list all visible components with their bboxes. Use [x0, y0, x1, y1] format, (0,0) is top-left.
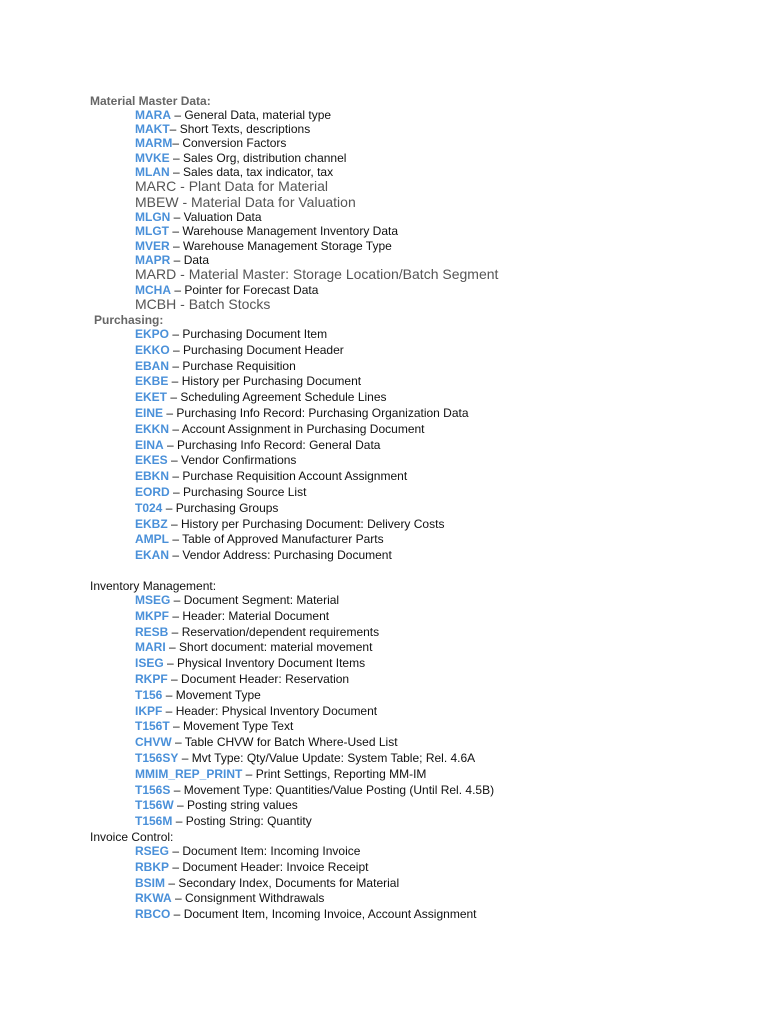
table-entry-iseg [135, 656, 768, 672]
separator: – [167, 453, 182, 468]
table-code: T156SY [135, 750, 179, 765]
table-description: Purchasing Info Record: General Data [177, 437, 381, 452]
separator: – [170, 593, 184, 607]
table-entry-ekko [135, 343, 768, 359]
section-material-master [0, 94, 768, 312]
table-description: Valuation Data [183, 210, 262, 225]
table-entry-mara [135, 108, 768, 122]
table-description: Sales Org, distribution channel [183, 150, 347, 165]
table-code: EINE [135, 405, 164, 420]
table-code: EBAN [135, 358, 170, 373]
table-code: MCBH [135, 295, 177, 312]
table-description: Header: Material Document [182, 608, 330, 623]
section-inventory-management [0, 579, 768, 830]
table-code: EKKO [135, 342, 170, 357]
table-code: MBEW [135, 193, 179, 210]
table-description: Purchasing Groups [175, 500, 279, 515]
table-entry-mari [135, 640, 768, 656]
table-code: MARI [135, 640, 166, 655]
table-code: EKET [135, 390, 168, 405]
table-entry-ekbz [135, 517, 768, 533]
table-description: Document Header: Invoice Receipt [182, 859, 369, 874]
table-code: T156S [135, 782, 171, 797]
table-code: EKAN [135, 548, 170, 563]
table-code: RSEG [135, 844, 170, 858]
table-entry-eina [135, 438, 768, 454]
table-description: Plant Data for Material [188, 178, 328, 195]
table-entry-t156s [135, 783, 768, 799]
table-code: MAPR [135, 252, 171, 267]
separator: – [169, 859, 183, 874]
table-entry-rkwa [135, 891, 768, 907]
table-description: Short Texts, descriptions [179, 122, 311, 137]
separator: – [168, 374, 182, 389]
table-code: MVKE [135, 150, 170, 165]
table-entry-ikpf [135, 704, 768, 720]
table-entry-t156t [135, 719, 768, 735]
table-description: History per Purchasing Document: Delivery Costs [181, 516, 445, 531]
table-description: Document Segment: Material [183, 593, 340, 607]
table-description: Header: Physical Inventory Document [175, 703, 378, 718]
table-description: Document Header: Reservation [181, 671, 350, 686]
separator: – [172, 814, 186, 829]
separator: – [169, 469, 183, 484]
table-entry-rseg [135, 844, 768, 860]
separator: – [171, 735, 185, 750]
separator: – [171, 108, 185, 122]
table-entry-makt [135, 122, 768, 136]
table-description: Print Settings, Reporting MM-IM [255, 766, 427, 781]
table-description: Data [183, 252, 210, 267]
table-entry-ekpo [135, 327, 768, 343]
table-entry-t156w [135, 798, 768, 814]
separator: – [170, 210, 184, 225]
table-code: MKPF [135, 608, 169, 623]
separator: - [176, 295, 189, 312]
table-code: MVER [135, 238, 170, 253]
section-items [0, 108, 768, 312]
table-code: RBKP [135, 859, 170, 874]
table-entry-eord [135, 485, 768, 501]
table-entry-marm [135, 136, 768, 150]
section-heading: Inventory Management: [90, 579, 217, 593]
table-entry-t024 [135, 501, 768, 517]
separator: – [162, 687, 176, 702]
table-code: MARM [135, 136, 173, 151]
table-code: RBCO [135, 907, 171, 922]
table-description: Movement Type Text [183, 719, 294, 734]
table-description: Document Item, Incoming Invoice, Account Assignment [183, 907, 477, 922]
table-entry-resb [135, 625, 768, 641]
table-code: RKPF [135, 671, 168, 686]
separator: – [163, 656, 178, 671]
table-description: Mvt Type: Qty/Value Update: System Table; Rel. 4.6A [191, 750, 476, 765]
separator: – [169, 238, 184, 253]
table-description: Vendor Confirmations [181, 453, 297, 468]
table-description: Purchasing Source List [183, 484, 307, 499]
separator: - [176, 266, 189, 283]
table-description: Posting string values [187, 798, 298, 813]
table-entry-eban [135, 359, 768, 375]
table-entry-mard [135, 267, 768, 283]
table-description: Warehouse Management Storage Type [183, 238, 392, 253]
separator: – [178, 750, 192, 765]
table-description: General Data, material type [184, 108, 332, 122]
table-description: Document Item: Incoming Invoice [182, 844, 361, 858]
separator: – [163, 437, 178, 452]
section-items [0, 593, 768, 830]
separator: – [169, 548, 183, 563]
separator: – [170, 252, 184, 267]
separator: – [167, 390, 181, 405]
table-code: MARD [135, 266, 177, 283]
section-heading: Invoice Control: [90, 830, 174, 844]
table-code: BSIM [135, 875, 165, 890]
table-code: ISEG [135, 656, 164, 671]
table-description: Account Assignment in Purchasing Document [181, 421, 425, 436]
table-code: MMIM_REP_PRINT [135, 766, 243, 781]
separator: – [242, 766, 256, 781]
separator: – [169, 844, 183, 858]
table-entry-t156 [135, 688, 768, 704]
table-description: Scheduling Agreement Schedule Lines [180, 390, 387, 405]
table-description: Warehouse Management Inventory Data [182, 224, 399, 239]
table-description: Sales data, tax indicator, tax [183, 164, 334, 179]
table-description: Material Data for Valuation [191, 193, 356, 210]
table-entry-mlgn [135, 210, 768, 224]
table-entry-ebkn [135, 469, 768, 485]
separator: – [171, 891, 186, 906]
table-entry-mlgt [135, 224, 768, 238]
table-code: IKPF [135, 703, 163, 718]
separator: – [173, 798, 188, 813]
table-description: Short document: material movement [179, 640, 373, 655]
table-description: Physical Inventory Document Items [177, 656, 366, 671]
table-code: RKWA [135, 891, 172, 906]
table-entry-mlan [135, 165, 768, 179]
table-code: MLGT [135, 224, 169, 239]
table-code: EKBE [135, 374, 169, 389]
table-code: MARC [135, 178, 177, 195]
table-description: History per Purchasing Document [181, 374, 362, 389]
table-entry-mbew [135, 195, 768, 211]
table-description: Purchasing Document Header [183, 342, 344, 357]
table-entry-mapr [135, 253, 768, 267]
separator: – [165, 640, 180, 655]
separator: – [167, 671, 182, 686]
table-code: EKBZ [135, 516, 168, 531]
section-purchasing [0, 313, 768, 564]
table-entry-bsim [135, 876, 768, 892]
table-description: Posting String: Quantity [185, 814, 312, 829]
table-code: T156T [135, 719, 170, 734]
table-entry-mseg [135, 593, 768, 609]
table-description: Purchase Requisition Account Assignment [182, 469, 408, 484]
table-code: MARA [135, 108, 171, 122]
separator: – [169, 358, 183, 373]
table-description: Batch Stocks [188, 295, 271, 312]
table-code: MSEG [135, 593, 171, 607]
separator: – [169, 150, 184, 165]
table-code: EORD [135, 484, 170, 499]
table-entry-rbco [135, 907, 768, 923]
section-heading: Material Master Data: [90, 94, 211, 108]
table-entry-mmim-rep-print [135, 767, 768, 783]
separator: – [162, 703, 176, 718]
table-code: MAKT [135, 122, 170, 137]
table-description: Conversion Factors [182, 136, 287, 151]
separator: – [172, 136, 183, 151]
section-items [0, 327, 768, 564]
separator: – [169, 342, 184, 357]
table-code: MLAN [135, 164, 170, 179]
table-entry-mcha [135, 283, 768, 297]
table-code: EINA [135, 437, 164, 452]
table-code: EBKN [135, 469, 170, 484]
separator: – [171, 282, 185, 297]
table-entry-eket [135, 390, 768, 406]
table-description: Purchasing Document Item [182, 327, 328, 341]
table-description: Pointer for Forecast Data [184, 282, 319, 297]
table-description: Movement Type: Quantities/Value Posting (Until Rel. 4.5B) [183, 782, 495, 797]
separator: – [165, 875, 179, 890]
table-description: Secondary Index, Documents for Material [178, 875, 400, 890]
table-entry-marc [135, 179, 768, 195]
separator: – [162, 500, 176, 515]
section-heading: Purchasing: [94, 313, 164, 327]
separator: – [169, 532, 183, 547]
table-entry-mver [135, 239, 768, 253]
table-entry-ekkn [135, 422, 768, 438]
table-code: RESB [135, 624, 169, 639]
table-code: AMPL [135, 532, 169, 547]
table-description: Purchasing Info Record: Purchasing Organization Data [176, 405, 469, 420]
table-entry-t156sy [135, 751, 768, 767]
table-description: Reservation/dependent requirements [181, 624, 380, 639]
table-entry-ekan [135, 548, 768, 564]
table-description: Vendor Address: Purchasing Document [182, 548, 392, 563]
separator: – [169, 608, 183, 623]
table-entry-ekes [135, 453, 768, 469]
table-code: CHVW [135, 735, 172, 750]
table-code: MLGN [135, 210, 171, 225]
separator: – [170, 782, 184, 797]
table-description: Consignment Withdrawals [185, 891, 325, 906]
table-entry-ampl [135, 532, 768, 548]
table-entry-mkpf [135, 609, 768, 625]
table-code: T156W [135, 798, 174, 813]
table-entry-rbkp [135, 860, 768, 876]
table-description: Table of Approved Manufacturer Parts [182, 532, 384, 547]
separator: – [163, 405, 177, 420]
separator: – [169, 164, 184, 179]
separator: – [169, 224, 183, 239]
table-code: T156 [135, 687, 163, 702]
separator: – [169, 484, 184, 499]
separator: – [169, 122, 180, 137]
separator: – [169, 421, 182, 436]
table-code: T024 [135, 500, 163, 515]
table-description: Movement Type [175, 687, 261, 702]
section-invoice-control [0, 830, 768, 923]
separator: – [168, 624, 182, 639]
table-code: MCHA [135, 282, 171, 297]
table-code: T156M [135, 814, 173, 829]
separator: - [178, 193, 192, 210]
table-entry-t156m [135, 814, 768, 830]
section-items [0, 844, 768, 923]
table-entry-mcbh [135, 297, 768, 313]
separator: – [170, 907, 184, 922]
table-description: Purchase Requisition [182, 358, 296, 373]
separator: – [167, 516, 182, 531]
table-entry-ekbe [135, 374, 768, 390]
table-description: Table CHVW for Batch Where-Used List [184, 735, 398, 750]
separator: – [169, 719, 184, 734]
table-entry-rkpf [135, 672, 768, 688]
table-entry-eine [135, 406, 768, 422]
table-entry-mvke [135, 151, 768, 165]
table-code: EKES [135, 453, 168, 468]
table-entry-chvw [135, 735, 768, 751]
table-code: EKKN [135, 421, 170, 436]
separator: - [176, 178, 189, 195]
separator: – [169, 327, 183, 341]
table-code: EKPO [135, 327, 170, 341]
table-description: Material Master: Storage Location/Batch Segment [188, 266, 499, 283]
